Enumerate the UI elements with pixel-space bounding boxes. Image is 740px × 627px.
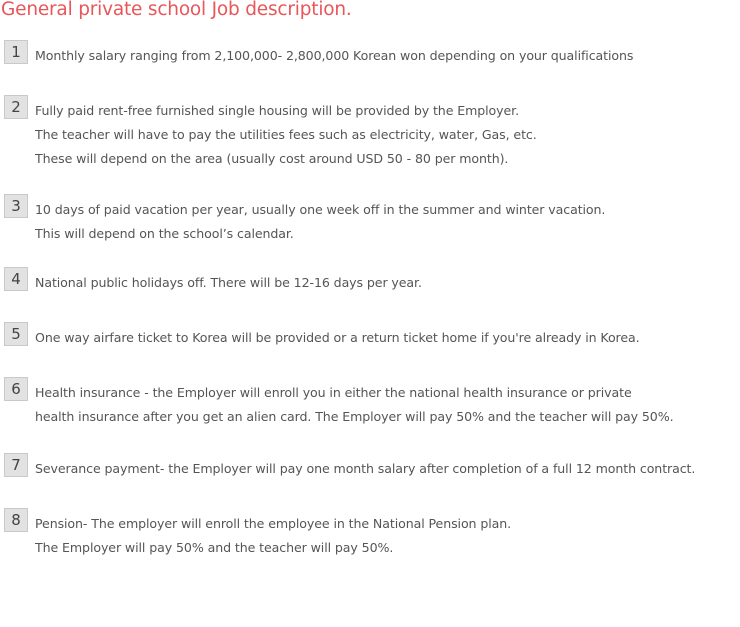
item-text xyxy=(35,457,695,481)
item-number-badge: 7 xyxy=(4,453,28,477)
item-line: Pension- The employer will enroll the employee in the National Pension plan. xyxy=(35,516,512,531)
item-line: This will depend on the school’s calendar. xyxy=(35,226,294,241)
item-text xyxy=(35,512,511,560)
item-line: Fully paid rent-free furnished single housing will be provided by the Employer. xyxy=(35,103,519,118)
item-number-badge: 8 xyxy=(4,508,28,532)
item-line: Health insurance - the Employer will enroll you in either the national health insurance or private xyxy=(35,385,632,400)
item-line: The Employer will pay 50% and the teacher will pay 50%. xyxy=(35,540,394,555)
item-line: One way airfare ticket to Korea will be provided or a return ticket home if you're already in Korea. xyxy=(35,330,640,345)
item-number-badge: 5 xyxy=(4,322,28,346)
item-text xyxy=(35,198,605,246)
item-number-badge: 3 xyxy=(4,194,28,218)
item-text xyxy=(35,326,640,350)
item-line: Severance payment- the Employer will pay one month salary after completion of a full 12 month contract. xyxy=(35,461,696,476)
item-line: The teacher will have to pay the utilities fees such as electricity, water, Gas, etc. xyxy=(35,127,537,142)
item-text xyxy=(35,44,633,68)
item-number-badge: 6 xyxy=(4,377,28,401)
item-number-badge: 1 xyxy=(4,40,28,64)
item-text xyxy=(35,271,422,295)
item-line: health insurance after you get an alien card. The Employer will pay 50% and the teacher will pay 50%. xyxy=(35,409,674,424)
item-text xyxy=(35,381,673,429)
item-number-badge: 2 xyxy=(4,95,28,119)
item-line: National public holidays off. There will be 12-16 days per year. xyxy=(35,275,422,290)
item-line: Monthly salary ranging from 2,100,000- 2,800,000 Korean won depending on your qualifications xyxy=(35,48,634,63)
item-line: 10 days of paid vacation per year, usually one week off in the summer and winter vacation. xyxy=(35,202,606,217)
item-line: These will depend on the area (usually cost around USD 50 - 80 per month). xyxy=(35,151,509,166)
item-text xyxy=(35,99,537,171)
item-number-badge: 4 xyxy=(4,267,28,291)
page-title: General private school Job description. xyxy=(1,0,352,20)
